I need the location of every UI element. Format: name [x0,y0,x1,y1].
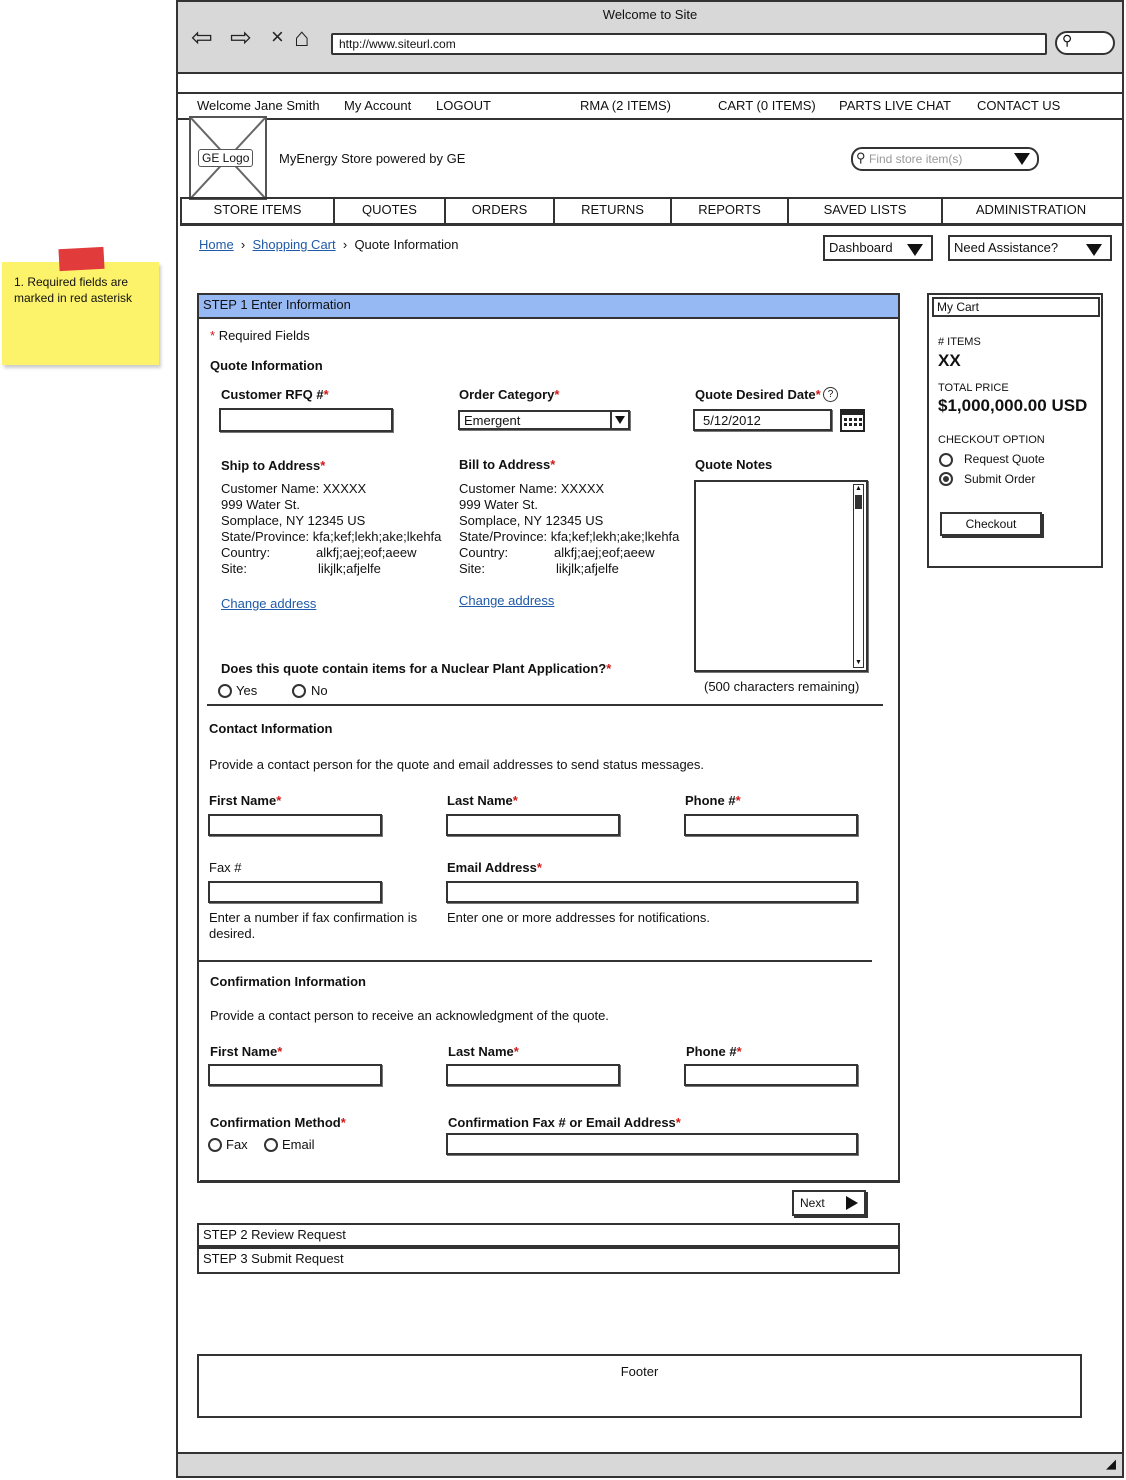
next-button-label: Next [800,1196,825,1210]
confirm-phone-label: Phone #* [686,1044,742,1059]
parts-live-chat-link[interactable]: PARTS LIVE CHAT [839,98,951,113]
quote-information-heading: Quote Information [210,358,323,373]
order-category-label: Order Category* [459,387,560,402]
quote-notes-textarea[interactable] [694,480,868,672]
my-cart-panel [927,293,1103,568]
section-divider [207,704,883,706]
fax-help-text: Enter a number if fax confirmation is desired. [209,910,418,941]
logo-label: GE Logo [198,149,253,167]
search-placeholder: Find store item(s) [869,152,963,166]
confirm-last-name-input[interactable] [446,1064,620,1086]
nuclear-no-label: No [311,683,328,698]
window-title: Welcome to Site [602,7,698,22]
annotation-text: 1. Required fields are marked in red asterisk [14,275,133,305]
tape-icon [58,247,104,271]
step-3-header[interactable]: STEP 3 Submit Request [197,1247,900,1274]
confirm-email-radio[interactable] [264,1138,278,1152]
contact-last-name-label: Last Name* [447,793,518,808]
scrollbar[interactable] [853,484,864,668]
bill-to-label: Bill to Address* [459,457,556,472]
chevron-down-icon[interactable] [1014,153,1030,165]
email-address-input[interactable] [446,881,858,903]
ge-logo[interactable] [189,116,267,200]
step-2-header[interactable]: STEP 2 Review Request [197,1223,900,1247]
cart-link[interactable]: CART (0 ITEMS) [718,98,816,113]
step-1-header[interactable]: STEP 1 Enter Information [197,293,900,319]
confirm-email-label: Email [282,1137,315,1152]
annotation-sticky-note [2,262,159,365]
confirm-phone-input[interactable] [684,1064,858,1086]
contact-phone-label: Phone #* [685,793,741,808]
search-icon: ⚲ [1062,32,1073,48]
arrow-right-icon[interactable]: ⇨ [230,22,252,52]
browser-window [176,0,1124,1478]
scroll-down-icon[interactable]: ▼ [855,659,862,666]
contact-first-name-label: First Name* [209,793,282,808]
welcome-text: Welcome Jane Smith [197,98,320,113]
customer-rfq-input[interactable] [219,408,393,432]
nav-quotes[interactable]: QUOTES [335,199,446,223]
order-category-select[interactable] [458,410,630,430]
bill-to-address: Customer Name: XXXXX 999 Water St. Somplace, NY 12345 US State/Province: kfa;kef;lekh;ake;lkehfa Country: alkfj;aej;eof;aeew Site: likjlk;afjelfe [459,481,680,576]
browser-search-field[interactable] [1055,31,1115,55]
main-navigation [180,197,1124,226]
confirmation-description: Provide a contact person to receive an acknowledgment of the quote. [210,1008,609,1023]
contact-last-name-input[interactable] [446,814,620,836]
scroll-thumb[interactable] [855,495,862,509]
utility-bar [178,92,1122,120]
resize-grip-icon[interactable]: ◢ [1106,1456,1116,1471]
ship-to-label: Ship to Address* [221,458,326,473]
request-quote-label: Request Quote [964,452,1045,466]
confirm-first-name-input[interactable] [208,1064,382,1086]
search-icon: ⚲ [856,150,866,165]
contact-us-link[interactable]: CONTACT US [977,98,1061,113]
confirm-fax-label: Fax [226,1137,248,1152]
confirmation-information-heading: Confirmation Information [210,974,366,989]
contact-first-name-input[interactable] [208,814,382,836]
confirm-fax-email-input[interactable] [446,1133,858,1155]
breadcrumb [199,237,459,252]
browser-status-bar [178,1452,1122,1476]
need-assistance-dropdown[interactable] [948,235,1112,261]
breadcrumb-home[interactable]: Home [199,237,234,252]
rma-link[interactable]: RMA (2 ITEMS) [580,98,672,113]
help-icon[interactable]: ? [823,387,838,402]
chevron-down-icon [1086,244,1102,256]
nuclear-yes-radio[interactable] [218,684,232,698]
submit-order-radio[interactable] [939,472,953,486]
dashboard-dropdown[interactable] [823,235,933,261]
checkout-option-label: CHECKOUT OPTION [938,434,1045,446]
confirm-first-name-label: First Name* [210,1044,283,1059]
store-search-input[interactable] [851,147,1039,171]
nav-saved-lists[interactable]: SAVED LISTS [789,199,943,223]
my-account-link[interactable]: My Account [344,98,412,113]
home-icon[interactable]: ⌂ [294,22,310,52]
quote-desired-date-input[interactable] [693,409,832,431]
breadcrumb-shopping-cart[interactable]: Shopping Cart [252,237,336,252]
items-value: XX [938,351,961,370]
total-price-value: $1,000,000.00 USD [938,396,1088,415]
chevron-down-icon [907,244,923,256]
chevron-right-icon: › [339,237,351,252]
my-cart-title: My Cart [932,297,1100,317]
arrow-left-icon[interactable]: ⇦ [191,22,213,52]
nav-store-items[interactable]: STORE ITEMS [182,199,335,223]
url-bar[interactable]: http://www.siteurl.com [331,33,1047,55]
ship-to-address: Customer Name: XXXXX 999 Water St. Somplace, NY 12345 US State/Province: kfa;kef;lekh;ake;lkehfa Country: alkfj;aej;eof;aeew Site: likjlk;afjelfe [221,481,442,576]
bill-change-address-link[interactable]: Change address [459,593,555,608]
items-label: # ITEMS [938,336,981,348]
fax-label: Fax # [209,860,242,875]
email-help-text: Enter one or more addresses for notifications. [447,910,711,925]
required-fields-note: * Required Fields [210,328,310,343]
footer: Footer [197,1354,1082,1418]
section-divider [200,1180,898,1182]
confirm-last-name-label: Last Name* [448,1044,519,1059]
confirm-fax-email-label: Confirmation Fax # or Email Address* [448,1115,681,1130]
play-arrow-icon [846,1196,858,1210]
browser-chrome [178,2,1122,74]
dashboard-label: Dashboard [829,240,893,255]
ship-change-address-link[interactable]: Change address [221,596,317,611]
order-category-value: Emergent [464,413,521,428]
fax-input[interactable] [208,881,382,903]
contact-phone-input[interactable] [684,814,858,836]
chevron-right-icon: › [237,237,249,252]
nuclear-question-label: Does this quote contain items for a Nuclear Plant Application?* [221,661,612,676]
contact-information-heading: Contact Information [209,721,333,736]
need-assistance-label: Need Assistance? [954,240,1059,255]
breadcrumb-current: Quote Information [354,237,459,252]
chevron-down-icon [610,412,628,428]
quote-notes-label: Quote Notes [695,457,773,472]
total-price-label: TOTAL PRICE [938,382,1009,394]
calendar-icon[interactable] [840,407,866,433]
nav-returns[interactable]: RETURNS [555,199,672,223]
step-1-panel [197,319,900,1183]
confirm-fax-radio[interactable] [208,1138,222,1152]
nuclear-yes-label: Yes [236,683,258,698]
checkout-button[interactable]: Checkout [940,512,1042,536]
nav-orders[interactable]: ORDERS [446,199,555,223]
store-name: MyEnergy Store powered by GE [279,151,466,166]
request-quote-radio[interactable] [939,453,953,467]
quote-date-value: 5/12/2012 [703,413,761,428]
nuclear-no-radio[interactable] [292,684,306,698]
close-icon[interactable]: × [271,24,284,49]
customer-rfq-label: Customer RFQ #* [221,387,329,402]
characters-remaining: (500 characters remaining) [704,679,860,694]
contact-description: Provide a contact person for the quote and email addresses to send status messages. [209,757,705,772]
nav-administration[interactable]: ADMINISTRATION [975,202,1087,217]
next-button[interactable] [792,1190,866,1216]
email-address-label: Email Address* [447,860,542,875]
logout-link[interactable]: LOGOUT [436,98,491,113]
quote-desired-date-label: Quote Desired Date* [695,387,821,402]
submit-order-label: Submit Order [964,472,1036,486]
confirmation-method-label: Confirmation Method* [210,1115,346,1130]
scroll-up-icon[interactable]: ▲ [855,485,862,492]
nav-reports[interactable]: REPORTS [672,199,789,223]
section-divider [198,960,872,962]
